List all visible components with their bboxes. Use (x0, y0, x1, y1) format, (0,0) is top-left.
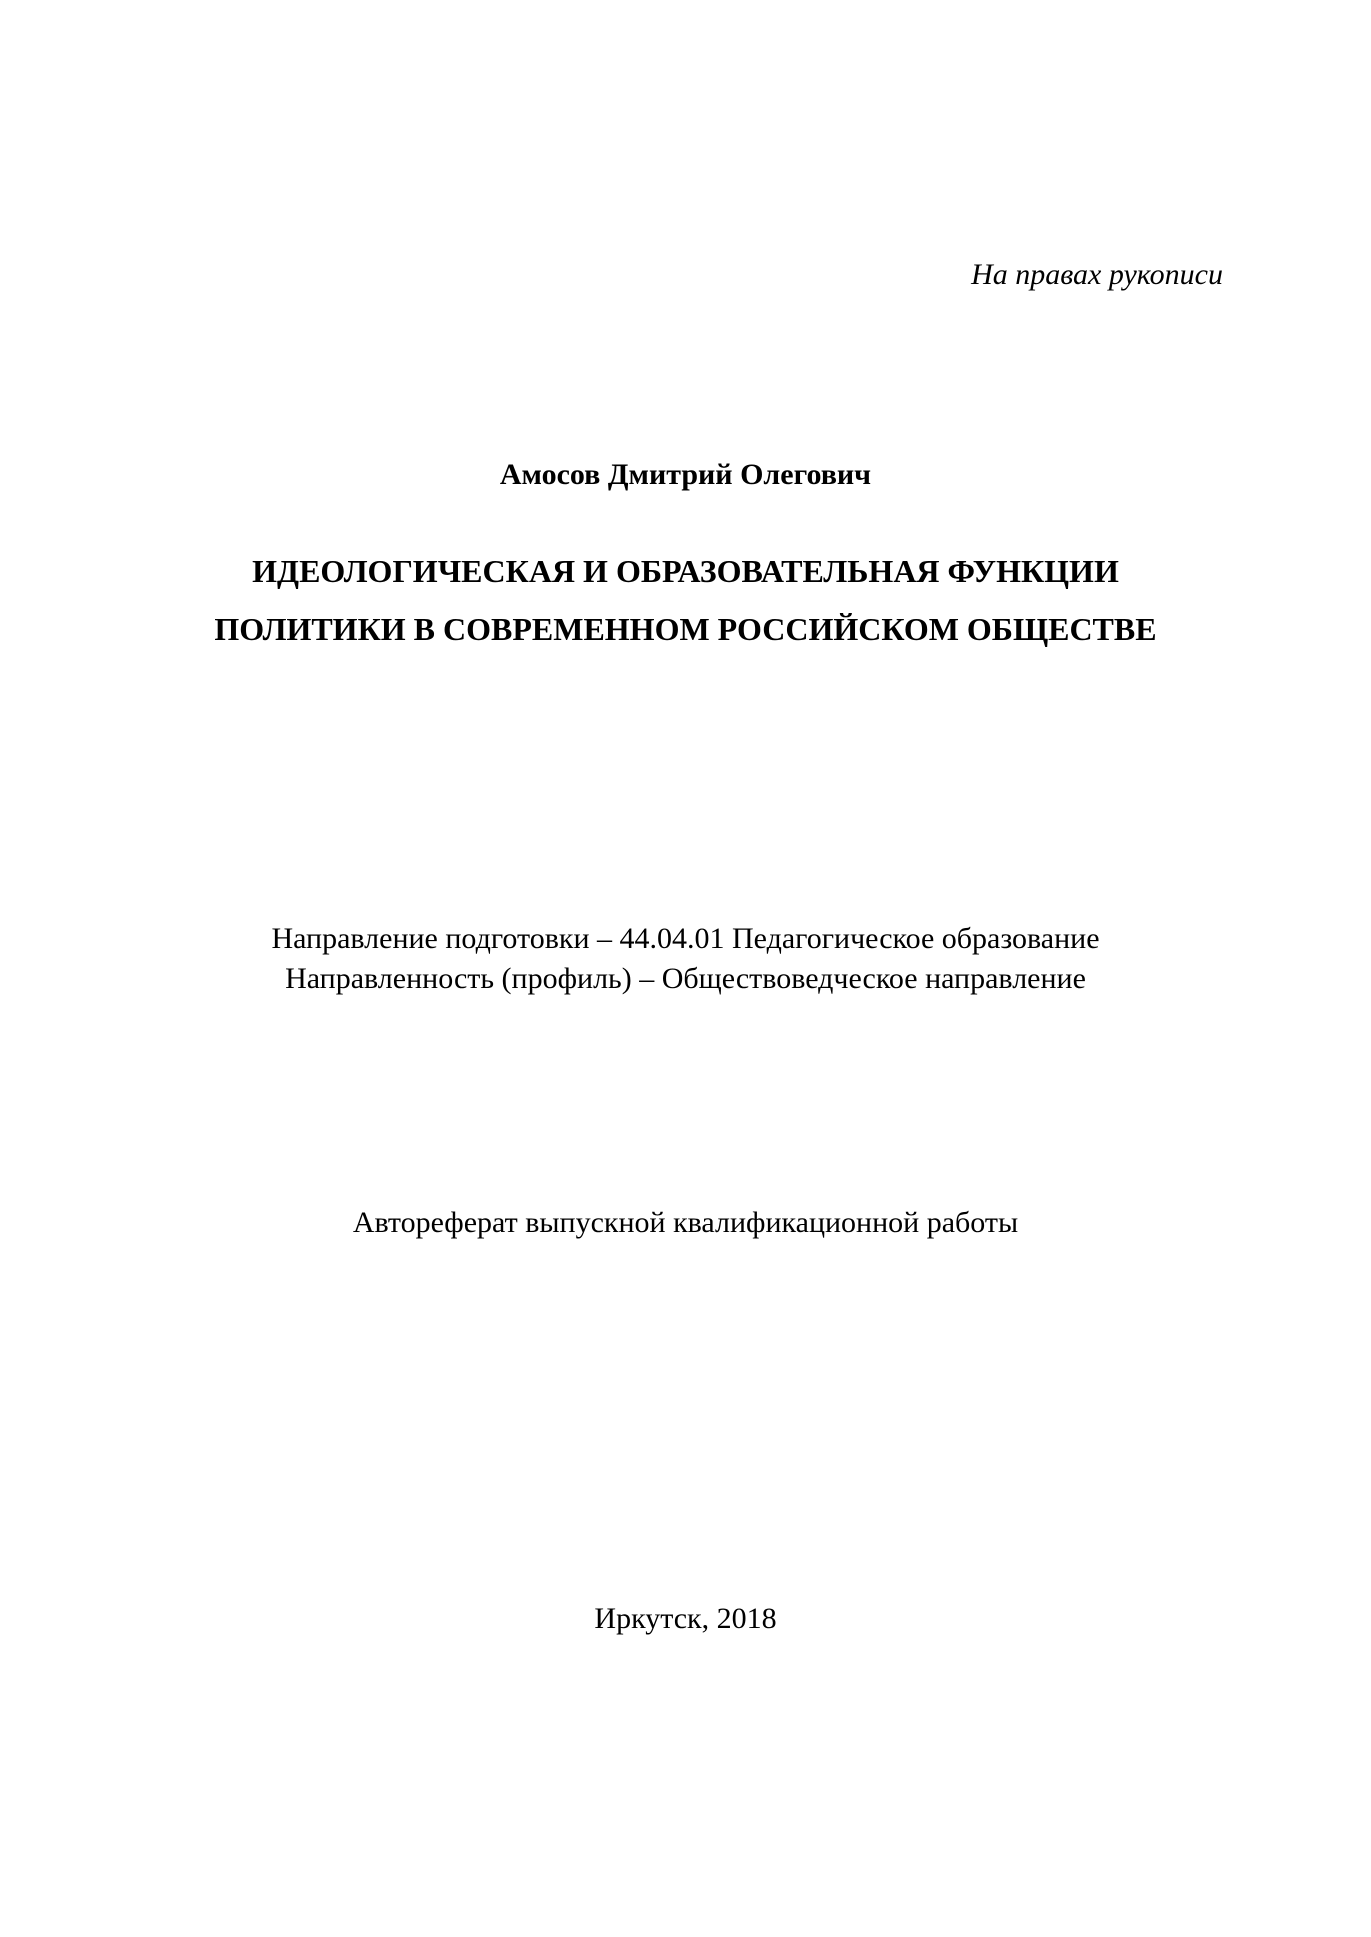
training-profile: Направленность (профиль) – Обществоведческое направление (285, 962, 1086, 995)
author-name: Амосов Дмитрий Олегович (499, 458, 872, 491)
work-type: Автореферат выпускной квалификационной работы (352, 1206, 1019, 1239)
training-direction: Направление подготовки – 44.04.01 Педагогическое образование (271, 922, 1100, 955)
manuscript-note: На правах рукописи (971, 258, 1223, 291)
place-and-year: Иркутск, 2018 (594, 1602, 777, 1635)
title-line: ПОЛИТИКИ В СОВРЕМЕННОМ РОССИЙСКОМ ОБЩЕСТВЕ (214, 611, 1157, 647)
title-line: ИДЕОЛОГИЧЕСКАЯ И ОБРАЗОВАТЕЛЬНАЯ ФУНКЦИИ (252, 553, 1119, 589)
